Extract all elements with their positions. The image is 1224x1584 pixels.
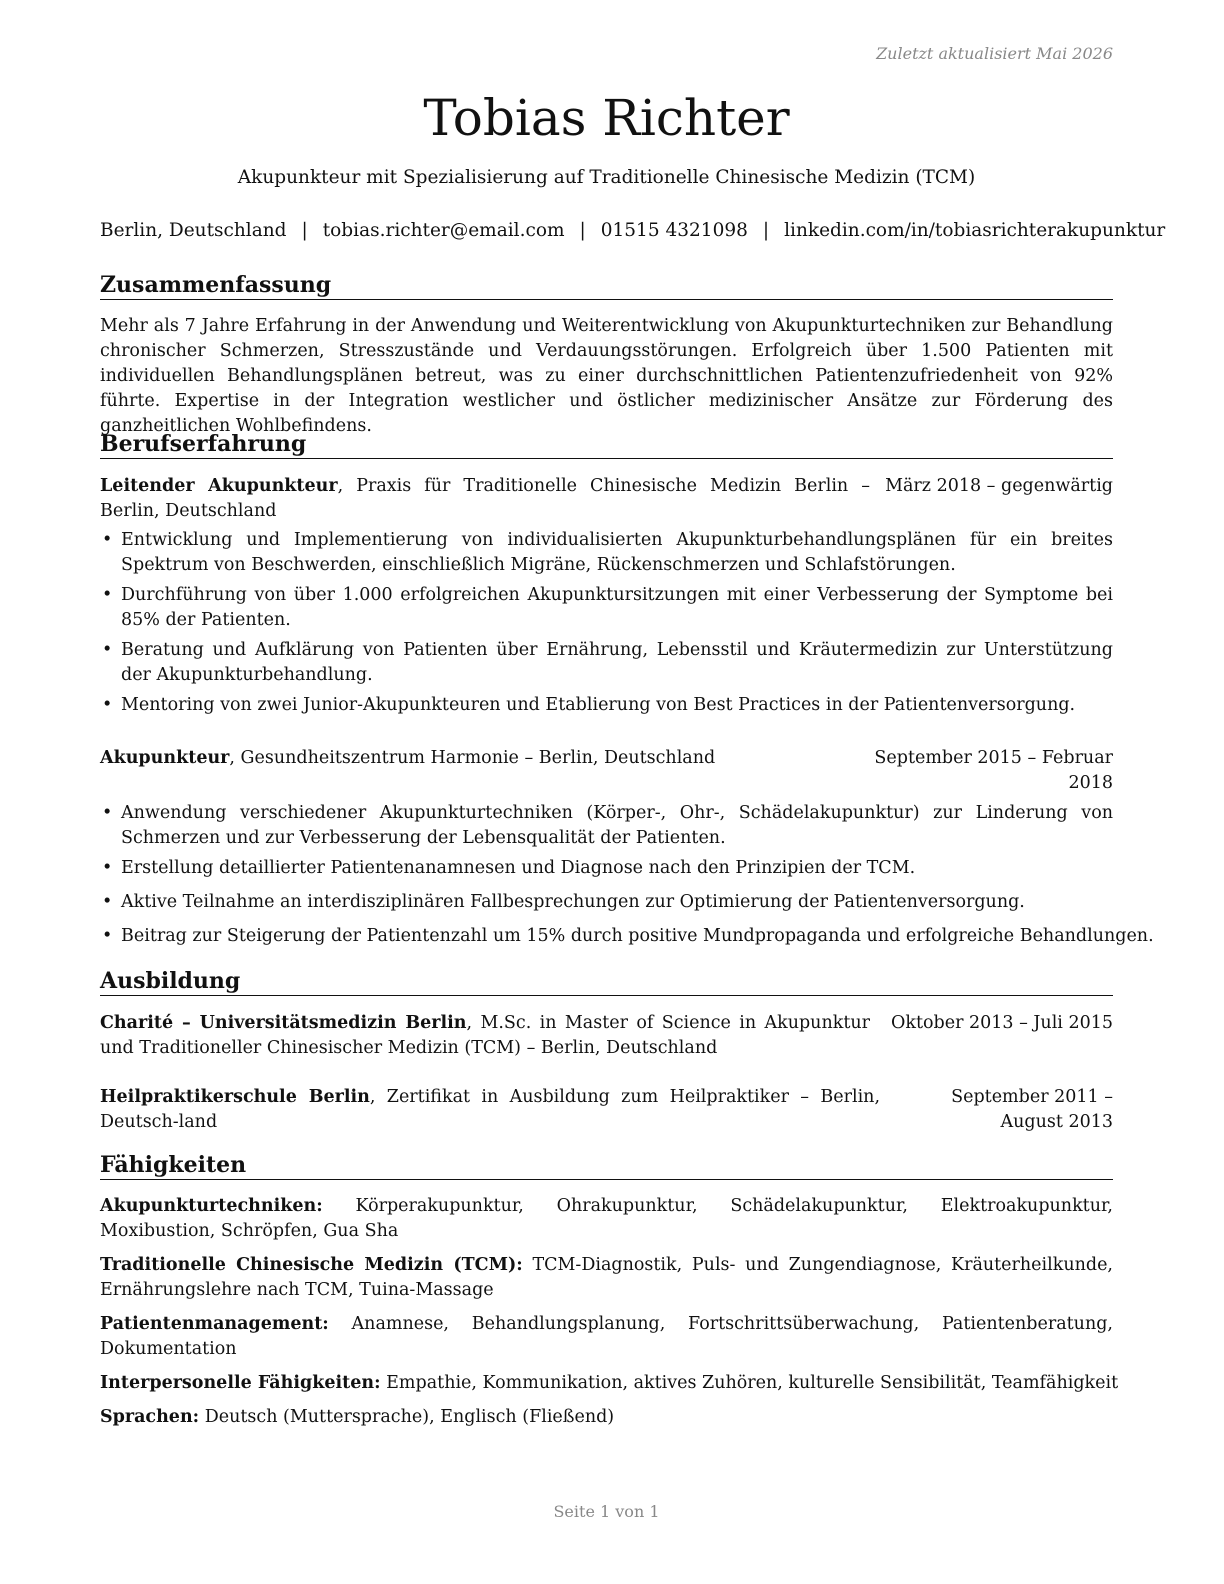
list-item: • Entwicklung und Implementierung von individualisierten Akupunkturbehandlungsplänen für ein breites Spektrum von Beschwerden, einschließlich Migräne, Rückenschmerzen und Schlafstörungen. [102, 530, 1113, 575]
list-item: • Durchführung von über 1.000 erfolgreichen Akupunktursitzungen mit einer Verbesserung der Symptome bei 85% der Patienten. [102, 585, 1113, 630]
candidate-subtitle: Akupunkteur mit Spezialisierung auf Traditionelle Chinesische Medizin (TCM) [237, 167, 976, 188]
section-heading-experience: Berufserfahrung [100, 430, 1113, 459]
skill-value: Empathie, Kommunikation, aktives Zuhören, kulturelle Sensibilität, Teamfähigkeit [386, 1373, 1119, 1393]
contact-email[interactable]: tobias.richter@email.com [322, 220, 565, 241]
skill-value: Deutsch (Muttersprache), Englisch (Fließend) [204, 1407, 615, 1427]
skill-row [100, 1312, 1113, 1362]
job-org: , Gesundheitszentrum Harmonie – Berlin, Deutschland [229, 748, 716, 768]
job-bullets [100, 528, 1113, 723]
job-dates: September 2015 – Februar 2018 [874, 748, 1113, 793]
education-dates: Oktober 2013 – Juli 2015 [891, 1013, 1113, 1033]
contact-location: Berlin, Deutschland [100, 220, 287, 241]
job-header [100, 474, 1113, 524]
skill-value: TCM-Diagnostik, Puls- und Zungendiagnose, Kräuterheilkunde, Ernährungslehre nach TCM, Tuina-Massage [100, 1255, 1113, 1300]
education-entry [100, 1011, 1113, 1061]
list-item: • Mentoring von zwei Junior-Akupunkteuren und Etablierung von Best Practices in der Patientenversorgung. [102, 695, 1076, 715]
section-heading-education: Ausbildung [100, 967, 1113, 996]
school-name: Heilpraktikerschule Berlin [100, 1087, 370, 1107]
contact-separator: | [762, 220, 770, 241]
degree-detail: , Zertifikat in Ausbildung zum Heilpraktiker – Berlin, Deutsch-land [100, 1087, 881, 1132]
skill-row [100, 1371, 1119, 1396]
contact-separator: | [301, 220, 308, 241]
school-name: Charité – Universitätsmedizin Berlin [100, 1013, 467, 1033]
candidate-name: Tobias Richter [423, 89, 790, 147]
summary-text: Mehr als 7 Jahre Erfahrung in der Anwendung und Weiterentwicklung von Akupunkturtechniken zur Behandlung chronischer Schmerzen, Stresszustände und Verdauungsstörungen. Erfolgreich über 1.500 Patienten mit individuellen Behandlungsplänen betreut, was zu einer durchschnittlichen Patientenzufriedenheit von 92% führte. Expertise in der Integration westlicher und östlicher medizinischer Ansätze zur Förderung des ganzheitlichen Wohlbefindens. [100, 316, 1113, 436]
skill-label: Interpersonelle Fähigkeiten: [100, 1373, 381, 1393]
skill-row [100, 1405, 1113, 1430]
resume-page [100, 0, 1166, 1584]
contact-line [100, 220, 1166, 241]
degree-detail: , M.Sc. in Master of Science in Akupunktur und Traditioneller Chinesischer Medizin (TCM) – Berlin, Deutschland [100, 1013, 870, 1058]
job-dates: März 2018 – gegenwärtig [885, 476, 1113, 496]
skill-row [100, 1253, 1113, 1303]
education-entry [100, 1085, 1113, 1135]
last-updated: Zuletzt aktualisiert Mai 2026 [876, 44, 1113, 63]
list-item: • Aktive Teilnahme an interdisziplinären Fallbesprechungen zur Optimierung der Patientenversorgung. [102, 892, 1025, 912]
list-item: • Erstellung detaillierter Patientenanamnesen und Diagnose nach den Prinzipien der TCM. [102, 858, 916, 878]
skill-row [100, 1194, 1113, 1244]
skill-label: Sprachen: [100, 1407, 200, 1427]
skill-label: Patientenmanagement: [100, 1314, 329, 1334]
skill-label: Traditionelle Chinesische Medizin (TCM): [100, 1255, 523, 1275]
list-item: • Anwendung verschiedener Akupunkturtechniken (Körper-, Ohr-, Schädelakupunktur) zur Linderung von Schmerzen und zur Verbesserung der Lebensqualität der Patienten. [102, 803, 1113, 848]
skill-label: Akupunkturtechniken: [100, 1196, 323, 1216]
contact-separator: | [579, 220, 586, 241]
job-title: Akupunkteur [100, 748, 230, 768]
job-org: , Praxis für Traditionelle Chinesische Medizin Berlin – Berlin, Deutschland [100, 476, 870, 521]
list-item: • Beitrag zur Steigerung der Patientenzahl um 15% durch positive Mundpropaganda und erfolgreiche Behandlungen. [102, 926, 1154, 946]
section-heading-skills: Fähigkeiten [100, 1151, 1113, 1180]
education-dates: September 2011 – August 2013 [951, 1087, 1113, 1132]
section-heading-summary: Zusammenfassung [100, 271, 1113, 300]
job-title: Leitender Akupunkteur [100, 476, 338, 496]
list-item: • Beratung und Aufklärung von Patienten über Ernährung, Lebensstil und Kräutermedizin zur Unterstützung der Akupunkturbehandlung. [102, 640, 1113, 685]
contact-phone[interactable]: 01515 4321098 [600, 220, 748, 241]
contact-linkedin[interactable]: linkedin.com/in/tobiasrichterakupunktur [784, 220, 1166, 241]
page-number: Seite 1 von 1 [553, 1502, 660, 1521]
job-bullets [100, 801, 1154, 954]
job-header [100, 746, 1113, 796]
skill-value: Körperakupunktur, Ohrakupunktur, Schädelakupunktur, Elektroakupunktur, Moxibustion, Schröpfen, Gua Sha [100, 1196, 1113, 1241]
skill-value: Anamnese, Behandlungsplanung, Fortschrittsüberwachung, Patientenberatung, Dokumentation [100, 1314, 1113, 1359]
